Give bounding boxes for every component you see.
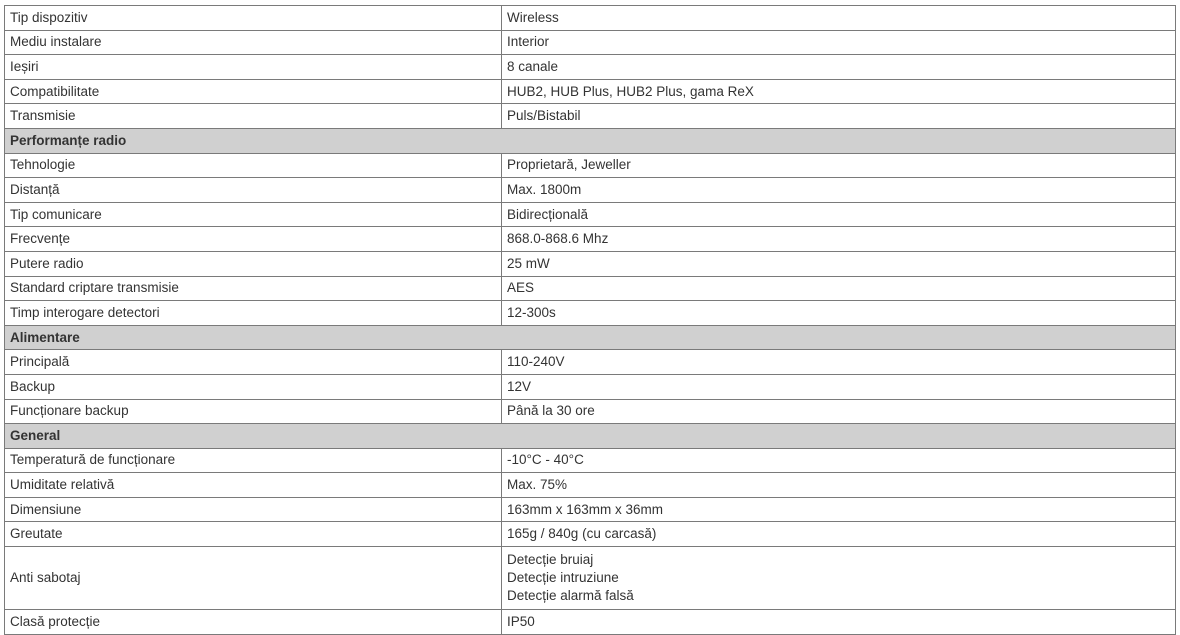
spec-row [5,448,1176,473]
spec-label: Tip comunicare [5,202,502,227]
spec-row [5,473,1176,498]
spec-label: Greutate [5,522,502,547]
spec-row [5,104,1176,129]
spec-label: Putere radio [5,251,502,276]
section-header-row [5,128,1176,153]
spec-value [502,497,1176,522]
spec-value [502,227,1176,252]
spec-value [502,178,1176,203]
spec-row [5,276,1176,301]
spec-label: Dimensiune [5,497,502,522]
spec-value-line: IP50 [507,613,535,629]
spec-value [502,473,1176,498]
spec-row [5,178,1176,203]
spec-label: Ieșiri [5,55,502,80]
spec-value-line: 25 mW [507,255,550,271]
spec-row [5,399,1176,424]
spec-value-line: Interior [507,34,550,50]
spec-row [5,610,1176,635]
spec-value-line: 8 canale [507,58,559,74]
spec-value-line: Bidirecțională [507,206,589,222]
section-header-row [5,325,1176,350]
spec-label: Compatibilitate [5,79,502,104]
spec-row [5,79,1176,104]
spec-row [5,374,1176,399]
spec-label: Timp interogare detectori [5,301,502,326]
spec-row [5,6,1176,31]
spec-label: Funcționare backup [5,399,502,424]
spec-label: Mediu instalare [5,30,502,55]
spec-row [5,227,1176,252]
spec-value [502,202,1176,227]
spec-value [502,350,1176,375]
section-header-row [5,424,1176,449]
spec-label: Transmisie [5,104,502,129]
spec-value [502,374,1176,399]
spec-row [5,251,1176,276]
spec-row [5,30,1176,55]
spec-row [5,547,1176,610]
spec-label: Frecvențe [5,227,502,252]
spec-value [502,522,1176,547]
spec-row [5,153,1176,178]
spec-value-line: Detecție intruziune [507,570,619,586]
spec-label: Umiditate relativă [5,473,502,498]
spec-value [502,399,1176,424]
spec-label: Standard criptare transmisie [5,276,502,301]
spec-label: Temperatură de funcționare [5,448,502,473]
spec-value-line: Max. 75% [507,477,568,493]
spec-value-line: 165g / 840g (cu carcasă) [507,526,657,542]
spec-value-line: Wireless [507,9,559,25]
section-header: Alimentare [5,325,1176,350]
spec-value [502,547,1176,610]
spec-row [5,350,1176,375]
spec-value [502,301,1176,326]
specifications-table-body [5,6,1176,635]
spec-value [502,30,1176,55]
spec-value [502,610,1176,635]
spec-value-line: Detecție alarmă falsă [507,588,634,604]
specifications-table [4,5,1176,635]
spec-label: Backup [5,374,502,399]
spec-value-line: 12-300s [507,304,556,320]
spec-value-line: Max. 1800m [507,181,582,197]
spec-value-line: Detecție bruiaj [507,552,594,568]
spec-value [502,448,1176,473]
spec-value-line: 110-240V [507,354,565,370]
spec-value-line: AES [507,280,535,296]
section-header: General [5,424,1176,449]
spec-value-line: 163mm x 163mm x 36mm [507,501,664,517]
spec-value [502,251,1176,276]
spec-row [5,522,1176,547]
spec-value-line: 868.0-868.6 Mhz [507,231,609,247]
spec-row [5,497,1176,522]
spec-value [502,79,1176,104]
spec-label: Tip dispozitiv [5,6,502,31]
spec-value-line: HUB2, HUB Plus, HUB2 Plus, gama ReX [507,83,754,99]
spec-value [502,6,1176,31]
spec-row [5,55,1176,80]
spec-value [502,276,1176,301]
spec-value-line: Puls/Bistabil [507,108,581,124]
spec-label: Distanță [5,178,502,203]
spec-label: Tehnologie [5,153,502,178]
spec-label: Clasă protecție [5,610,502,635]
spec-value [502,55,1176,80]
spec-value-line: -10°C - 40°C [507,452,584,468]
section-header: Performanțe radio [5,128,1176,153]
spec-value [502,104,1176,129]
spec-value-line: 12V [507,378,532,394]
spec-row [5,202,1176,227]
spec-label: Principală [5,350,502,375]
spec-value-line: Proprietară, Jeweller [507,157,631,173]
spec-value [502,153,1176,178]
spec-value-line: Până la 30 ore [507,403,595,419]
spec-label: Anti sabotaj [5,547,502,610]
spec-row [5,301,1176,326]
